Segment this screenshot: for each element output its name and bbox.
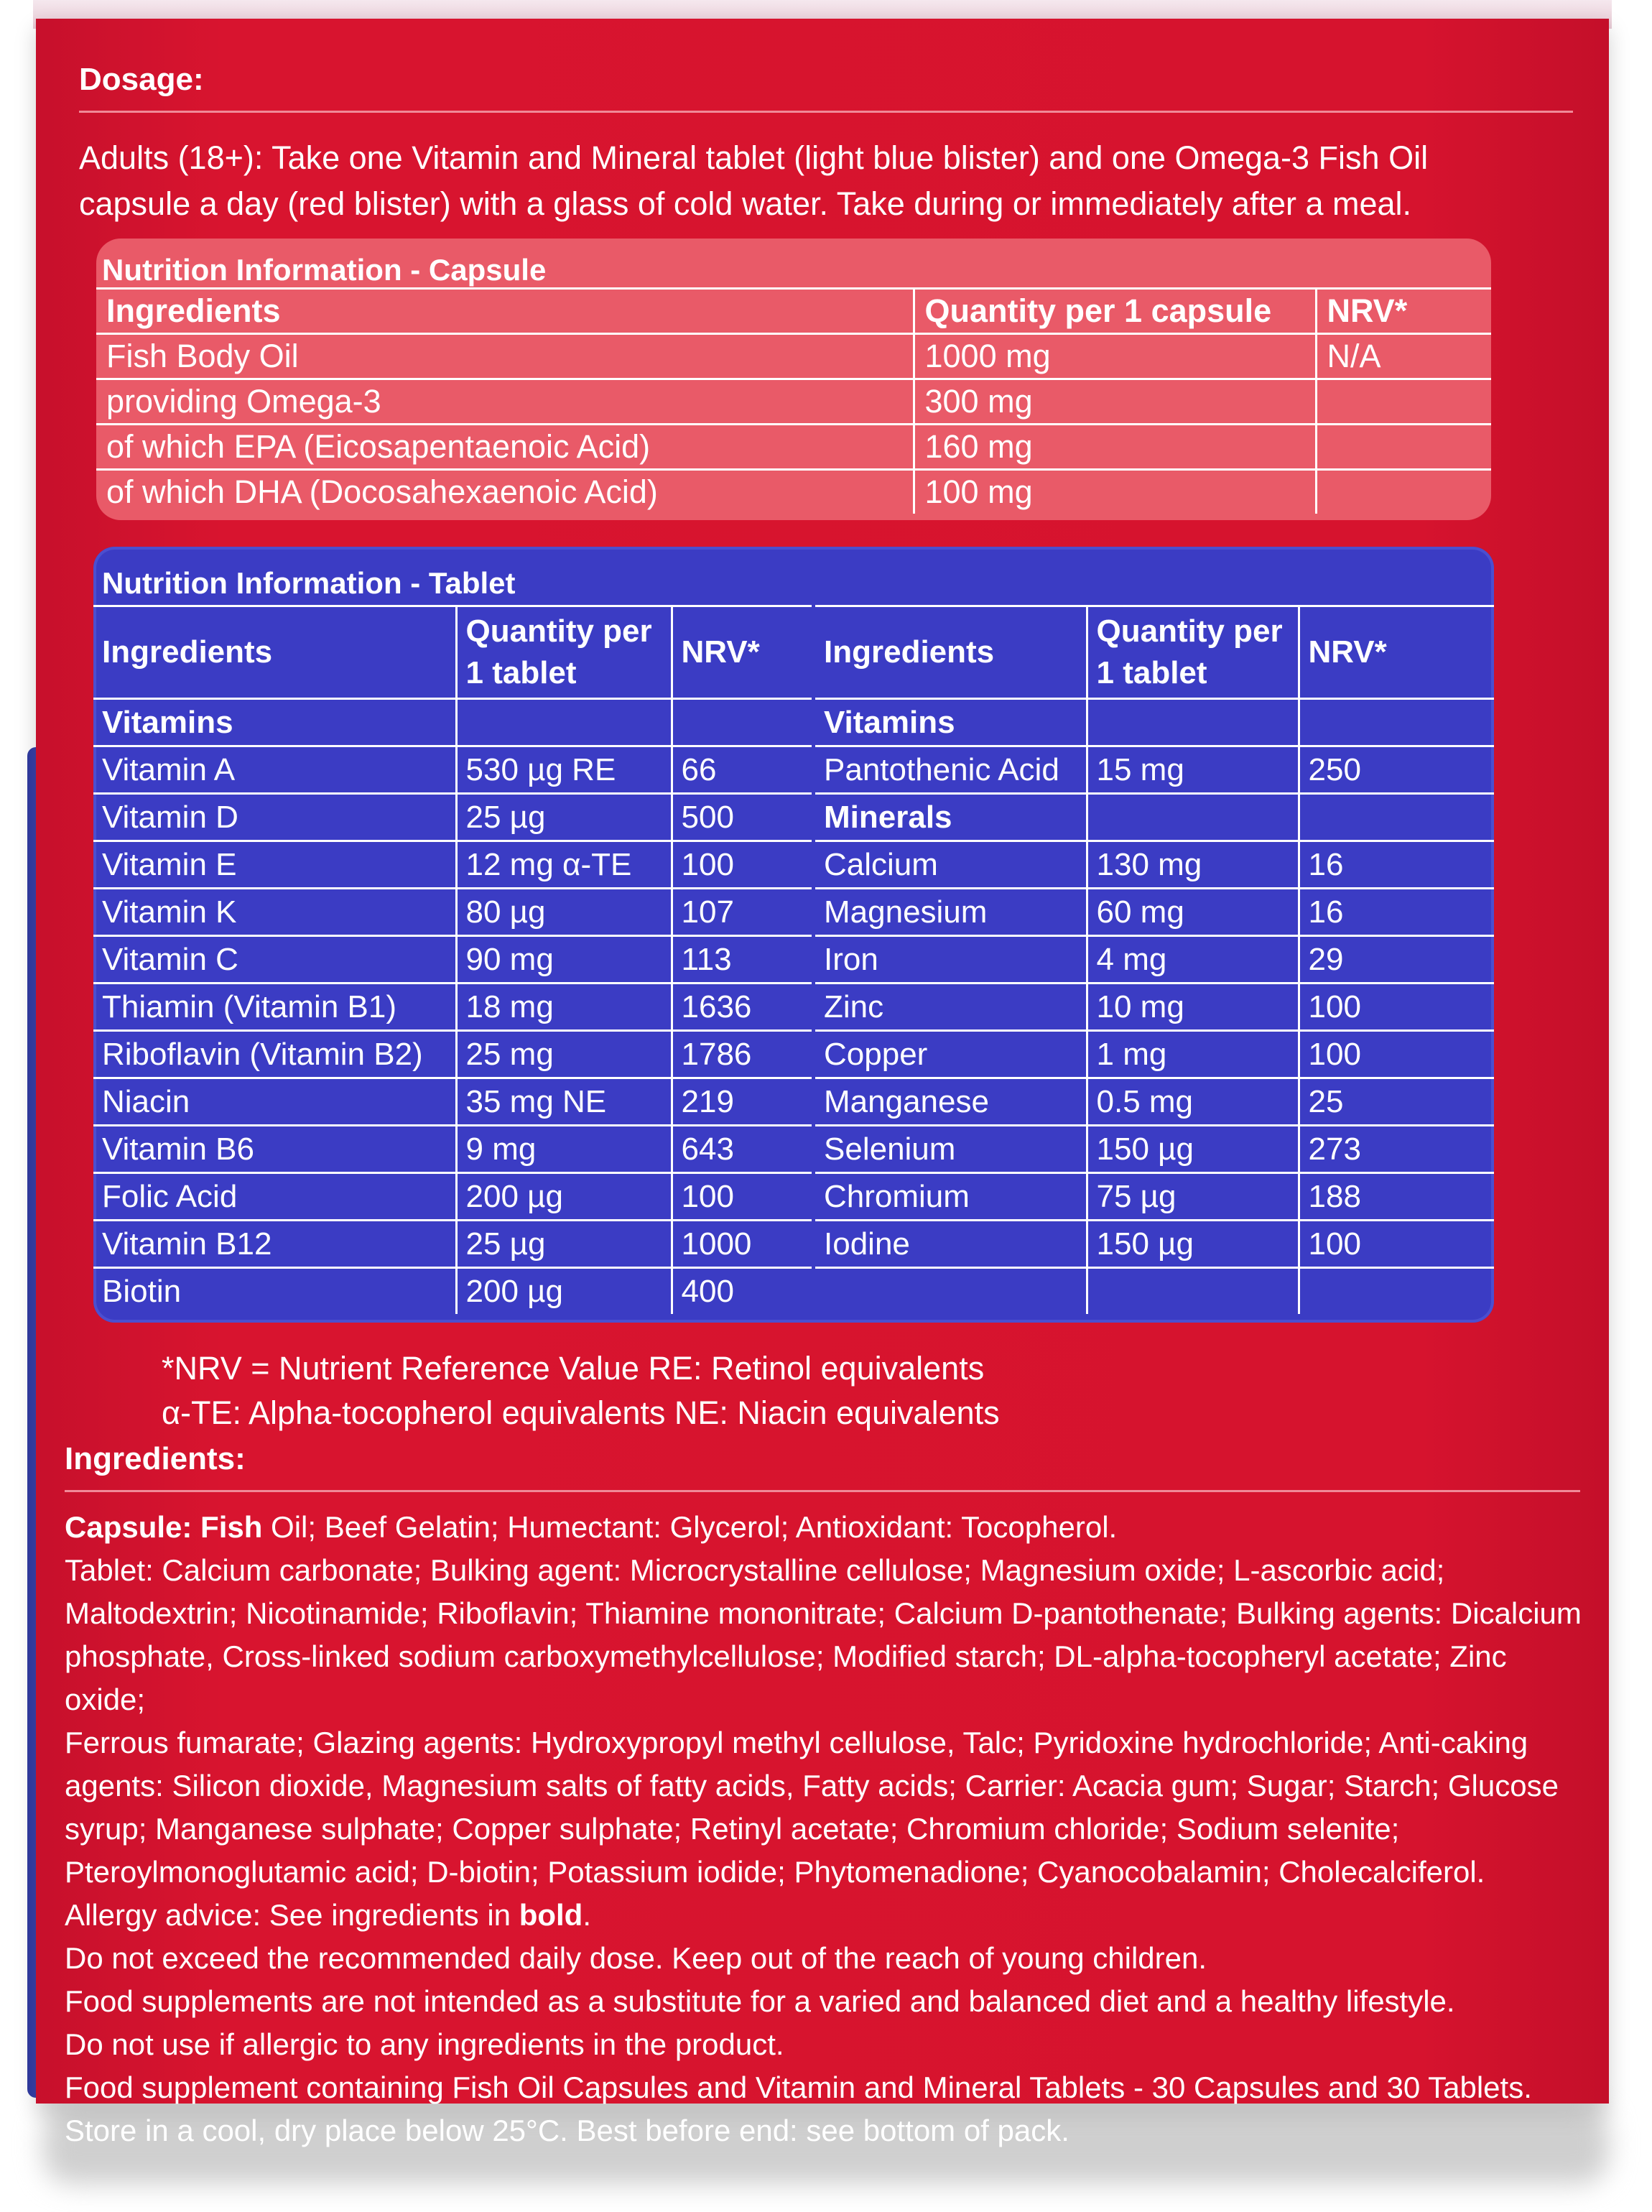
capsule-cell: of which DHA (Docosahexaenoic Acid) — [96, 470, 914, 514]
tablet-cell: 150 µg — [1087, 1126, 1299, 1173]
tablet-cell — [1087, 1268, 1299, 1315]
capsule-cell: N/A — [1316, 334, 1491, 379]
tablet-cell: 500 — [672, 794, 812, 841]
capsule-cell: 160 mg — [914, 425, 1316, 470]
tablet-cell: Vitamins — [93, 699, 456, 746]
capsule-header-ingredients: Ingredients — [96, 289, 914, 334]
tablet-cell: Magnesium — [815, 889, 1087, 936]
tablet-cell: 113 — [672, 936, 812, 984]
tablet-cell: Calcium — [815, 841, 1087, 889]
allergy-suffix: . — [583, 1898, 591, 1932]
table-row — [96, 334, 1491, 379]
tablet-cell: 200 µg — [456, 1173, 672, 1221]
tablet-cell: Minerals — [815, 794, 1087, 841]
tablet-header-nrv: NRV* — [1299, 606, 1494, 699]
tablet-header-quantity — [456, 606, 672, 699]
tablet-cell — [1087, 794, 1299, 841]
nrv-footnotes — [162, 1346, 1000, 1435]
table-row — [96, 470, 1491, 514]
tablet-header-ingredients: Ingredients — [93, 606, 456, 699]
tablet-cell: 12 mg α-TE — [456, 841, 672, 889]
tablet-cell: 1 mg — [1087, 1031, 1299, 1078]
tablet-ingredients-line: phosphate, Cross-linked sodium carboxymethylcellulose; Modified starch; DL-alpha-tocopheryl acetate; Zinc oxide; — [65, 1639, 1507, 1716]
capsule-label: Capsule: — [65, 1510, 201, 1544]
tablet-cell: Vitamin A — [93, 746, 456, 794]
capsule-header-row — [96, 289, 1491, 334]
tablet-cell: 0.5 mg — [1087, 1078, 1299, 1126]
table-row — [93, 746, 812, 794]
tablet-ingredients — [65, 1549, 1587, 1894]
table-row — [93, 889, 812, 936]
tablet-cell: 66 — [672, 746, 812, 794]
tablet-cell: Riboflavin (Vitamin B2) — [93, 1031, 456, 1078]
tablet-cell — [1299, 1268, 1494, 1315]
tablet-cell — [1299, 794, 1494, 841]
capsule-nutrition-table — [96, 287, 1491, 514]
allergy-bold: bold — [519, 1898, 583, 1932]
table-row — [815, 889, 1494, 936]
tablet-cell — [456, 699, 672, 746]
tablet-cell: 250 — [1299, 746, 1494, 794]
table-row — [93, 1268, 812, 1315]
tablet-cell: 80 µg — [456, 889, 672, 936]
table-row — [93, 1173, 812, 1221]
footnote-line-2: α-TE: Alpha-tocopherol equivalents NE: Niacin equivalents — [162, 1394, 1000, 1431]
tablet-header-quantity-line1: Quantity per — [465, 614, 652, 649]
table-row — [93, 1221, 812, 1268]
table-row — [815, 841, 1494, 889]
capsule-cell: Fish Body Oil — [96, 334, 914, 379]
allergy-prefix: Allergy advice: See ingredients in — [65, 1898, 519, 1932]
table-row — [815, 794, 1494, 841]
tablet-cell: 25 mg — [456, 1031, 672, 1078]
tablet-table-title: Nutrition Information - Tablet — [102, 566, 516, 600]
table-row — [815, 746, 1494, 794]
capsule-header-quantity: Quantity per 1 capsule — [914, 289, 1316, 334]
tablet-cell: Zinc — [815, 984, 1087, 1031]
table-row — [93, 1126, 812, 1173]
supplement-pack-back — [36, 19, 1609, 2147]
tablet-cell: Vitamin D — [93, 794, 456, 841]
warning-line: Do not use if allergic to any ingredients in the product. — [65, 2027, 784, 2061]
tablet-cell: Manganese — [815, 1078, 1087, 1126]
table-row — [815, 984, 1494, 1031]
tablet-cell: 200 µg — [456, 1268, 672, 1315]
tablet-cell: Copper — [815, 1031, 1087, 1078]
tablet-cell: 35 mg NE — [456, 1078, 672, 1126]
tablet-header-quantity-line2: 1 tablet — [465, 655, 577, 690]
capsule-cell: of which EPA (Eicosapentaenoic Acid) — [96, 425, 914, 470]
dosage-divider — [79, 111, 1573, 113]
tablet-cell: 130 mg — [1087, 841, 1299, 889]
dosage-line-1: Adults (18+): Take one Vitamin and Mineral tablet (light blue blister) and one Omega-3 Fish Oil — [79, 139, 1429, 176]
tablet-cell: 15 mg — [1087, 746, 1299, 794]
table-row — [93, 699, 812, 746]
tablet-cell: 75 µg — [1087, 1173, 1299, 1221]
tablet-cell: Vitamin B6 — [93, 1126, 456, 1173]
dosage-line-2: capsule a day (red blister) with a glass of cold water. Take during or immediately after a meal. — [79, 185, 1412, 222]
tablet-cell: 16 — [1299, 889, 1494, 936]
tablet-cell: Vitamins — [815, 699, 1087, 746]
tablet-cell: Vitamin E — [93, 841, 456, 889]
table-row — [93, 1078, 812, 1126]
tablet-cell: 10 mg — [1087, 984, 1299, 1031]
tablet-cell: Pantothenic Acid — [815, 746, 1087, 794]
tablet-cell: 18 mg — [456, 984, 672, 1031]
table-row — [815, 1173, 1494, 1221]
table-row — [93, 1031, 812, 1078]
capsule-cell: providing Omega-3 — [96, 379, 914, 425]
table-row — [93, 984, 812, 1031]
tablet-ingredients-line: Pteroylmonoglutamic acid; D-biotin; Potassium iodide; Phytomenadione; Cyanocobalamin; Cholecalciferol. — [65, 1855, 1485, 1889]
tablet-cell: 90 mg — [456, 936, 672, 984]
tablet-cell: 273 — [1299, 1126, 1494, 1173]
table-row — [96, 379, 1491, 425]
capsule-header-nrv: NRV* — [1316, 289, 1491, 334]
tablet-header-nrv: NRV* — [672, 606, 812, 699]
tablet-cell: 4 mg — [1087, 936, 1299, 984]
capsule-ingredients-rest: Oil; Beef Gelatin; Humectant: Glycerol; Antioxidant: Tocopherol. — [262, 1510, 1118, 1544]
allergy-advice — [65, 1894, 1587, 1937]
warning-line: Food supplement containing Fish Oil Capsules and Vitamin and Mineral Tablets - 30 Capsules and 30 Tablets. — [65, 2070, 1532, 2104]
tablet-header-ingredients: Ingredients — [815, 606, 1087, 699]
tablet-cell: 100 — [672, 841, 812, 889]
dosage-instructions — [79, 135, 1573, 227]
tablet-cell: 1000 — [672, 1221, 812, 1268]
table-row — [93, 841, 812, 889]
tablet-cell: 100 — [1299, 1221, 1494, 1268]
warning-line: Store in a cool, dry place below 25°C. Best before end: see bottom of pack. — [65, 2114, 1069, 2147]
tablet-ingredients-line: Tablet: Calcium carbonate; Bulking agent: Microcrystalline cellulose; Magnesium oxide; L-ascorbic acid; — [65, 1553, 1445, 1587]
capsule-cell — [1316, 470, 1491, 514]
capsule-cell: 100 mg — [914, 470, 1316, 514]
ingredients-divider — [65, 1490, 1580, 1492]
tablet-cell: Biotin — [93, 1268, 456, 1315]
tablet-cell: Iron — [815, 936, 1087, 984]
capsule-ingredients — [65, 1506, 1587, 1549]
tablet-cell: 188 — [1299, 1173, 1494, 1221]
capsule-table-title: Nutrition Information - Capsule — [102, 253, 547, 287]
tablet-cell: Vitamin K — [93, 889, 456, 936]
ingredients-heading: Ingredients: — [65, 1441, 246, 1476]
tablet-cell: Iodine — [815, 1221, 1087, 1268]
tablet-header-row — [93, 606, 812, 699]
tablet-cell: 16 — [1299, 841, 1494, 889]
capsule-cell — [1316, 425, 1491, 470]
warning-line: Do not exceed the recommended daily dose. Keep out of the reach of young children. — [65, 1941, 1207, 1975]
tablet-cell: 29 — [1299, 936, 1494, 984]
ingredients-text — [65, 1506, 1587, 2152]
tablet-cell: 25 µg — [456, 1221, 672, 1268]
tablet-cell: 150 µg — [1087, 1221, 1299, 1268]
table-row — [815, 936, 1494, 984]
tablet-cell: 107 — [672, 889, 812, 936]
tablet-header-row — [815, 606, 1494, 699]
tablet-cell: Chromium — [815, 1173, 1087, 1221]
tablet-cell — [672, 699, 812, 746]
tablet-cell: 100 — [1299, 1031, 1494, 1078]
capsule-cell — [1316, 379, 1491, 425]
tablet-cell — [815, 1268, 1087, 1315]
allergen-fish: Fish — [200, 1510, 263, 1544]
tablet-cell: 100 — [672, 1173, 812, 1221]
tablet-ingredients-line: Ferrous fumarate; Glazing agents: Hydroxypropyl methyl cellulose, Talc; Pyridoxine hydrochloride; Anti-caking — [65, 1726, 1528, 1759]
table-row — [815, 1268, 1494, 1315]
tablet-cell: 1636 — [672, 984, 812, 1031]
tablet-ingredients-line: Maltodextrin; Nicotinamide; Riboflavin; Thiamine mononitrate; Calcium D-pantothenate; Bulking agents: Dicalcium — [65, 1596, 1582, 1630]
table-row — [93, 936, 812, 984]
tablet-cell: Selenium — [815, 1126, 1087, 1173]
table-row — [815, 699, 1494, 746]
tablet-cell — [1087, 699, 1299, 746]
table-row — [96, 425, 1491, 470]
tablet-header-quantity-line1: Quantity per — [1096, 614, 1283, 649]
tablet-cell: 219 — [672, 1078, 812, 1126]
table-row — [815, 1126, 1494, 1173]
tablet-cell — [1299, 699, 1494, 746]
tablet-nutrition-table-right — [815, 605, 1494, 1314]
tablet-cell: 100 — [1299, 984, 1494, 1031]
tablet-header-quantity — [1087, 606, 1299, 699]
tablet-header-quantity-line2: 1 tablet — [1096, 655, 1207, 690]
footnote-line-1: *NRV = Nutrient Reference Value RE: Retinol equivalents — [162, 1350, 985, 1387]
tablet-cell: Folic Acid — [93, 1173, 456, 1221]
capsule-cell: 300 mg — [914, 379, 1316, 425]
tablet-cell: Vitamin C — [93, 936, 456, 984]
tablet-nutrition-table-left — [93, 605, 812, 1314]
tablet-ingredients-line: syrup; Manganese sulphate; Copper sulphate; Retinyl acetate; Chromium chloride; Sodium selenite; — [65, 1812, 1400, 1846]
tablet-cell: 25 µg — [456, 794, 672, 841]
tablet-cell: 400 — [672, 1268, 812, 1315]
tablet-cell: 9 mg — [456, 1126, 672, 1173]
tablet-cell: 1786 — [672, 1031, 812, 1078]
table-row — [93, 794, 812, 841]
warnings-list — [65, 1937, 1587, 2152]
tablet-cell: 530 µg RE — [456, 746, 672, 794]
table-row — [815, 1078, 1494, 1126]
table-row — [815, 1031, 1494, 1078]
tablet-cell: Niacin — [93, 1078, 456, 1126]
capsule-cell: 1000 mg — [914, 334, 1316, 379]
tablet-cell: 60 mg — [1087, 889, 1299, 936]
tablet-cell: Vitamin B12 — [93, 1221, 456, 1268]
warning-line: Food supplements are not intended as a substitute for a varied and balanced diet and a healthy lifestyle. — [65, 1984, 1455, 2018]
dosage-heading: Dosage: — [79, 62, 204, 97]
table-row — [815, 1221, 1494, 1268]
tablet-cell: 643 — [672, 1126, 812, 1173]
tablet-cell: 25 — [1299, 1078, 1494, 1126]
tablet-cell: Thiamin (Vitamin B1) — [93, 984, 456, 1031]
tablet-ingredients-line: agents: Silicon dioxide, Magnesium salts of fatty acids, Fatty acids; Carrier: Acacia gum; Sugar; Starch; Glucose — [65, 1769, 1559, 1803]
